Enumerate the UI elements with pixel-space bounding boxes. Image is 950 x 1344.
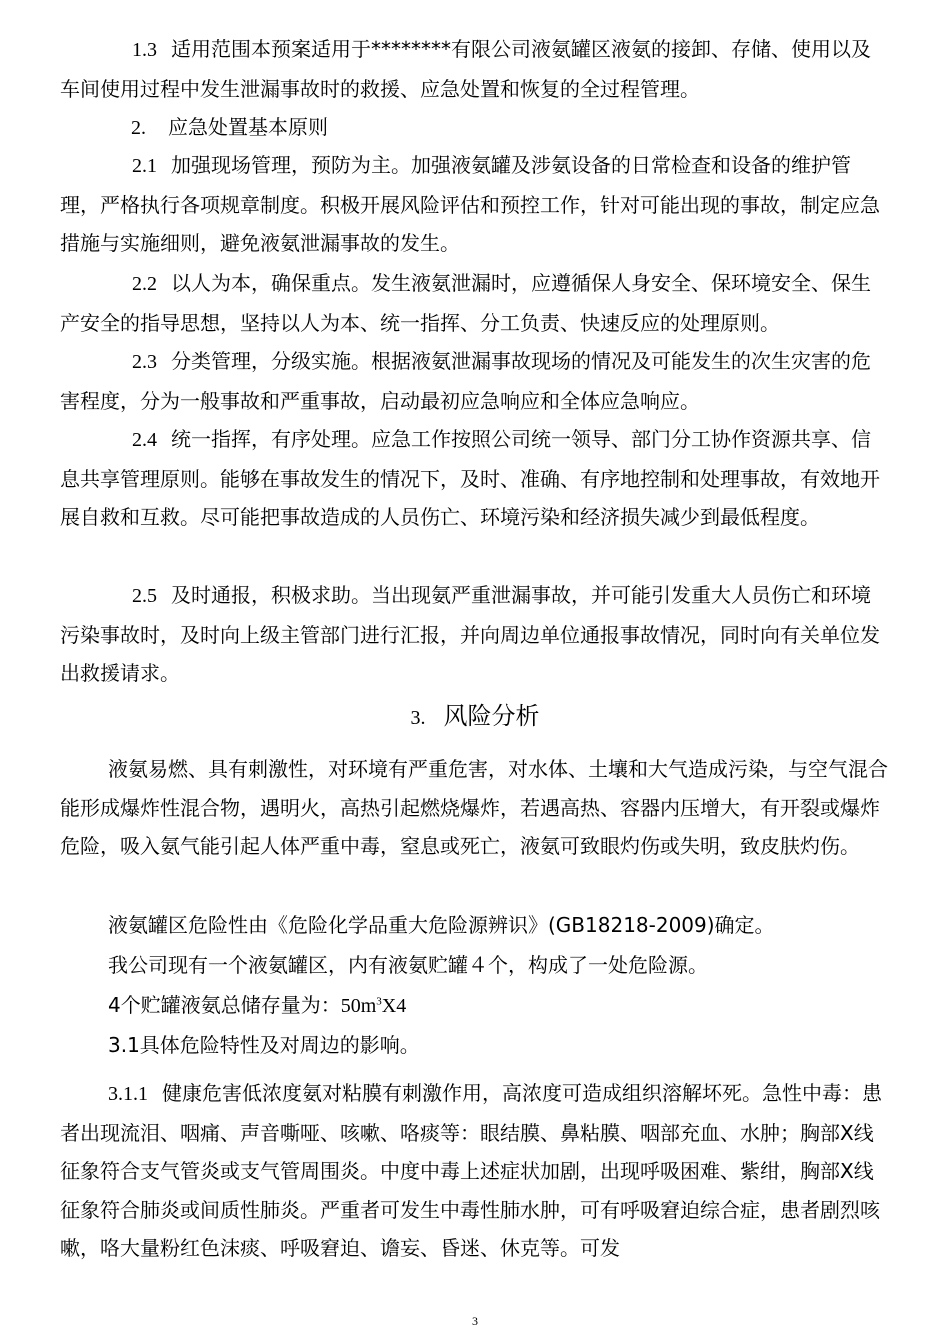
page-number: 3 [472,1314,478,1328]
clause-text: 以人为本，确保重点。发生液氨泄漏时，应遵循保人身安全、保环境安全、保生产安全的指导思想，坚持以人为本、统一指挥、分工负责、快速反应的处理原则。 [60,271,871,335]
clause-number: 2.2 [132,273,157,295]
clause-text: 分类管理，分级实施。根据液氨泄漏事故现场的情况及可能发生的次生灾害的危害程度，分为一般事故和严重事故，启动最初应急响应和全体应急响应。 [60,349,871,413]
paragraph-storage-capacity [60,986,890,1026]
clause-number: 2.5 [132,585,157,607]
storage-multiplier: X4 [381,995,407,1017]
paragraph-3-1: 3.1具体危险特性及对周边的影响。 [108,1033,420,1057]
clause-text: 及时通报，积极求助。当出现氨严重泄漏事故，并可能引发重大人员伤亡和环境污染事故时，及时向上级主管部门进行汇报，并向周边单位通报事故情况，同时向有关单位发出救援请求。 [60,583,880,685]
section-title: 风险分析 [443,702,540,730]
storage-prefix: 4个贮罐液氨总储存量为： [108,993,341,1017]
paragraph-2-2 [60,264,890,342]
clause-number: 2.3 [132,351,157,373]
clause-number: 2.4 [132,429,157,451]
paragraph-tank-count: 我公司现有一个液氨罐区，内有液氨贮罐４个，构成了一处危险源。 [108,953,708,977]
clause-number: 2.1 [132,155,157,177]
section-heading-3 [0,697,950,737]
clause-number: 1.3 [132,39,157,61]
storage-unit-exponent: 3 [376,995,382,1008]
storage-value: 50m [340,995,377,1017]
paragraph-1-3 [60,30,890,108]
section-title: 应急处置基本原则 [168,115,328,139]
paragraph-2-4 [60,420,890,537]
paragraph-risk-standard: 液氨罐区危险性由《危险化学品重大危险源辨识》(GB18218-2009)确定。 [108,913,775,937]
clause-text: 统一指挥，有序处理。应急工作按照公司统一领导、部门分工协作资源共享、信息共享管理原则。能够在事故发生的情况下，及时、准确、有序地控制和处理事故，有效地开展自救和互救。尽可能把事故造成的人员伤亡、环境污染和经济损失减少到最低程度。 [60,427,880,529]
section-number: 3. [410,707,426,729]
clause-text: 健康危害低浓度氨对粘膜有刺激作用，高浓度可造成组织溶解坏死。急性中毒：患者出现流泪、咽痛、声音嘶哑、咳嗽、咯痰等：眼结膜、鼻粘膜、咽部充血、水肿；胸部X线征象符合支气管炎或支气管周围炎。中度中毒上述症状加剧，出现呼吸困难、紫绀，胸部X线征象符合肺炎或间质性肺炎。严重者可发生中毒性肺水肿，可有呼吸窘迫综合症，患者剧烈咳嗽，咯大量粉红色沫痰、呼吸窘迫、谵妄、昏迷、休克等。可发 [60,1081,882,1260]
paragraph-2-1 [60,146,890,263]
clause-text: 加强现场管理，预防为主。加强液氨罐及涉氨设备的日常检查和设备的维护管理，严格执行各项规章制度。积极开展风险评估和预控工作，针对可能出现的事故，制定应急措施与实施细则，避免液氨泄漏事故的发生。 [60,153,880,255]
paragraph-2-5 [60,576,890,693]
section-heading-2 [131,108,328,147]
section-number: 2. [131,117,146,139]
paragraph-risk-intro: 液氨易燃、具有刺激性，对环境有严重危害，对水体、土壤和大气造成污染，与空气混合能形成爆炸性混合物，遇明火，高热引起燃烧爆炸，若遇高热、容器内压增大，有开裂或爆炸危险，吸入氨气能引起人体严重中毒，窒息或死亡，液氨可致眼灼伤或失明，致皮肤灼伤。 [60,757,888,858]
paragraph-3-1-1 [60,1074,890,1268]
paragraph-2-3 [60,342,890,420]
clause-text: 适用范围本预案适用于********有限公司液氨罐区液氨的接卸、存储、使用以及车间使用过程中发生泄漏事故时的救援、应急处置和恢复的全过程管理。 [60,37,871,101]
clause-number: 3.1.1 [108,1083,148,1105]
